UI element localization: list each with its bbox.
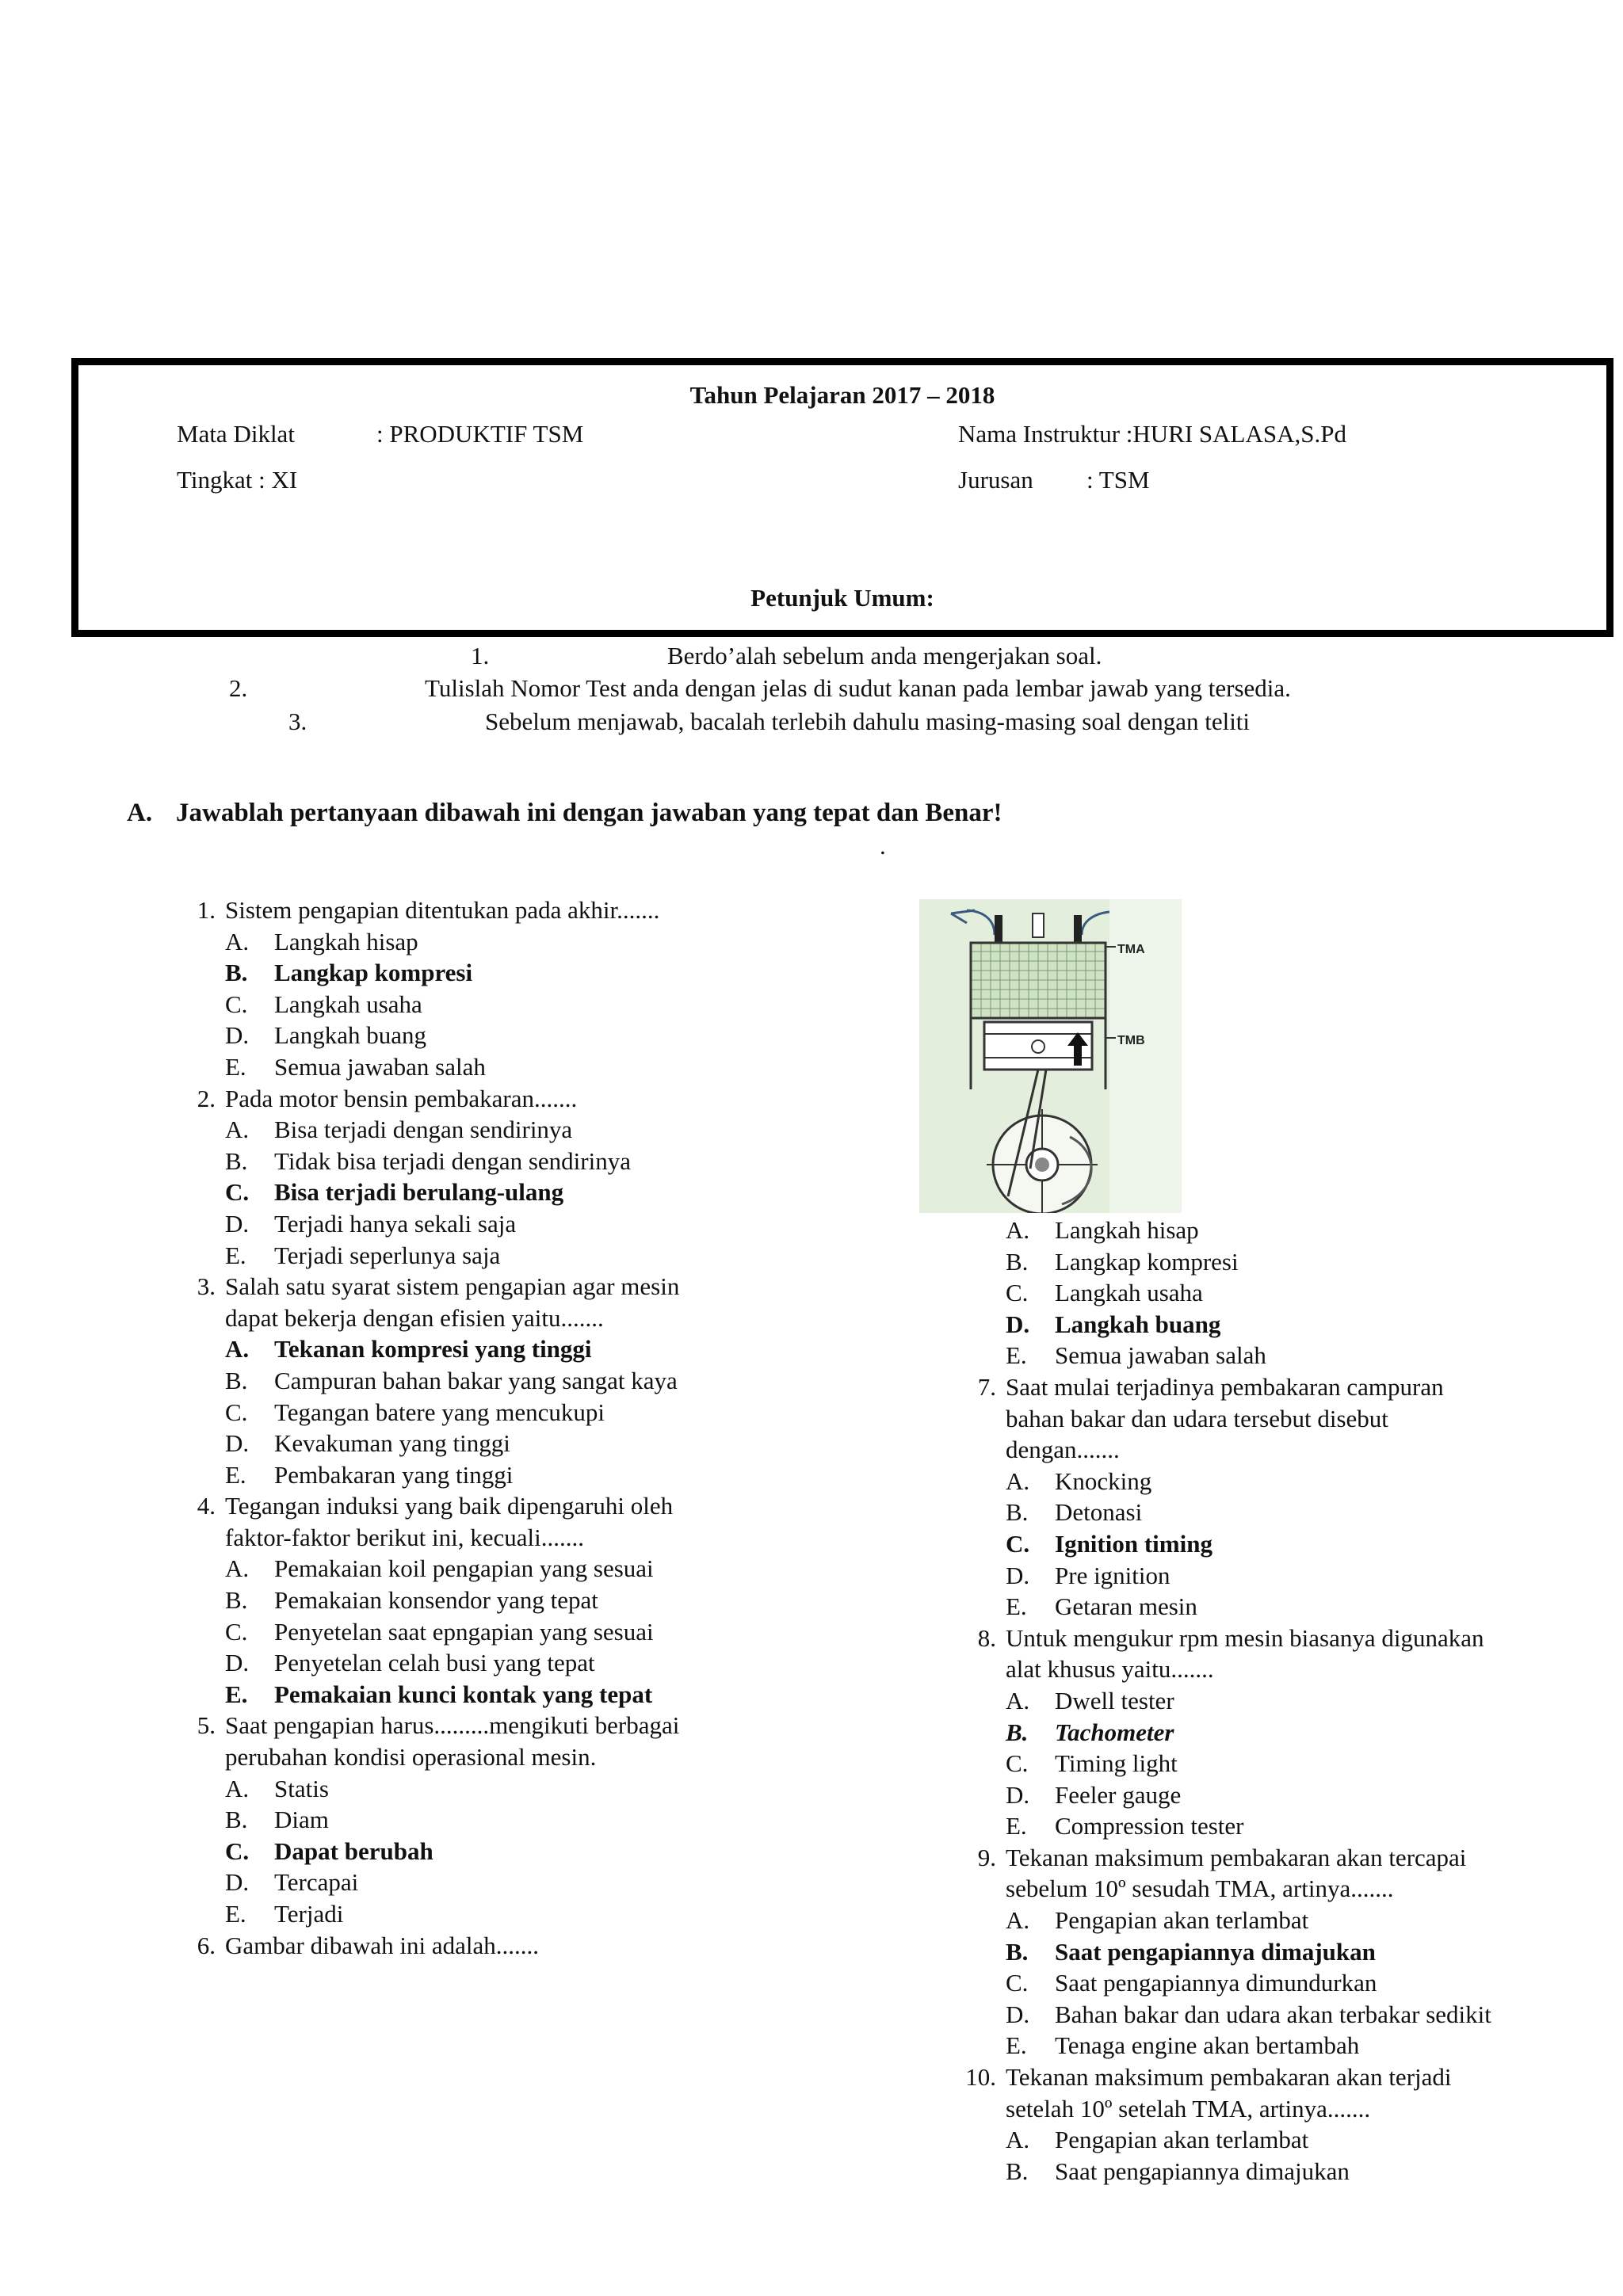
option-text: Bahan bakar dan udara akan terbakar sedikit: [1055, 2000, 1491, 2028]
answer-option: [957, 1591, 1591, 1623]
option-text: Dapat berubah: [274, 1836, 433, 1865]
question-continuation: [176, 1302, 889, 1334]
question-number: 6.: [197, 1931, 216, 1959]
question-continuation: [176, 1741, 889, 1773]
option-text: Knocking: [1055, 1466, 1152, 1495]
subject-label: Mata Diklat: [177, 420, 295, 448]
option-text: Getaran mesin: [1055, 1592, 1197, 1621]
option-letter: D.: [225, 1429, 250, 1458]
question-text-continued: perubahan kondisi operasional mesin.: [225, 1743, 597, 1772]
question-number: 3.: [197, 1272, 216, 1301]
option-letter: B.: [225, 1146, 248, 1175]
question-line: [176, 894, 889, 926]
right-question-column: [957, 1215, 1591, 2187]
major-label: Jurusan: [958, 466, 1033, 494]
question-number: 10.: [965, 2063, 996, 2092]
question-continuation: [957, 1403, 1591, 1435]
option-letter: D.: [225, 1649, 250, 1677]
section-heading: [127, 799, 1002, 828]
option-letter: C.: [225, 1617, 248, 1646]
exam-header-box: [71, 358, 1613, 637]
question-text: Tekanan maksimum pembakaran akan terjadi: [1006, 2063, 1452, 2092]
question-line: [176, 1271, 889, 1302]
question-text: Saat pengapian harus.........mengikuti berbagai: [225, 1711, 680, 1740]
option-text: Tercapai: [274, 1868, 359, 1897]
answer-option: [176, 1898, 889, 1930]
option-text: Pembakaran yang tinggi: [274, 1460, 514, 1489]
section-letter: A.: [127, 799, 153, 827]
option-text: Tidak bisa terjadi dengan sendirinya: [274, 1146, 631, 1175]
option-text: Langkah usaha: [274, 990, 422, 1018]
option-text: Compression tester: [1055, 1812, 1244, 1840]
option-letter: D.: [1006, 1561, 1030, 1589]
option-text: Langkah hisap: [1055, 1216, 1199, 1244]
option-text: Saat pengapiannya dimajukan: [1055, 1937, 1376, 1966]
option-letter: B.: [225, 1366, 248, 1394]
option-text: Penyetelan saat epngapian yang sesuai: [274, 1617, 654, 1646]
answer-option: [176, 1553, 889, 1585]
option-letter: A.: [225, 1554, 250, 1583]
answer-option: [957, 1685, 1591, 1717]
engine-stroke-figure: [919, 899, 1182, 1213]
answer-option: [176, 1647, 889, 1679]
answer-option: [957, 1967, 1591, 1999]
option-text: Terjadi hanya sekali saja: [274, 1209, 517, 1238]
option-letter: C.: [1006, 1529, 1030, 1558]
option-letter: D.: [225, 1209, 250, 1238]
question-continuation: [957, 1873, 1591, 1905]
option-text: Saat pengapiannya dimajukan: [1055, 2157, 1350, 2185]
answer-option: [176, 989, 889, 1020]
question-number: 7.: [977, 1372, 996, 1401]
answer-option: [957, 1466, 1591, 1497]
answer-option: [176, 1146, 889, 1177]
answer-option: [957, 1717, 1591, 1749]
option-text: Terjadi: [274, 1900, 344, 1928]
answer-option: [176, 1585, 889, 1616]
option-letter: B.: [225, 1806, 248, 1834]
question-continuation: [176, 1522, 889, 1554]
tma-label: TMA: [1117, 943, 1145, 956]
question-number: 4.: [197, 1492, 216, 1520]
option-text: Statis: [274, 1774, 329, 1802]
option-text: Semua jawaban salah: [274, 1052, 486, 1081]
option-text: Detonasi: [1055, 1498, 1143, 1527]
question-text: Untuk mengukur rpm mesin biasanya digunakan: [1006, 1623, 1484, 1652]
answer-option: [957, 1748, 1591, 1779]
option-letter: A.: [225, 1774, 250, 1802]
option-letter: E.: [1006, 1592, 1027, 1621]
option-letter: E.: [225, 1052, 246, 1081]
answer-option: [957, 2124, 1591, 2156]
option-letter: E.: [225, 1241, 246, 1269]
section-title: Jawablah pertanyaan dibawah ini dengan jawaban yang tepat dan Benar!: [176, 799, 1002, 827]
option-letter: A.: [1006, 1906, 1030, 1935]
question-number: 2.: [197, 1084, 216, 1112]
answer-option: [176, 1208, 889, 1240]
answer-option: [957, 1810, 1591, 1842]
answer-option: [176, 1616, 889, 1648]
option-text: Langkap kompresi: [1055, 1247, 1239, 1276]
instruction-number-1: 1.: [471, 642, 490, 669]
question-text: Salah satu syarat sistem pengapian agar mesin: [225, 1272, 680, 1301]
option-letter: C.: [225, 1398, 248, 1426]
option-letter: C.: [1006, 1969, 1029, 1997]
question-number: 9.: [977, 1843, 996, 1871]
instruction-text-2: Tulislah Nomor Test anda dengan jelas di sudut kanan pada lembar jawab yang tersedia.: [425, 674, 1291, 702]
option-letter: A.: [1006, 1216, 1030, 1244]
option-text: Pemakaian koil pengapian yang sesuai: [274, 1554, 654, 1583]
question-text: Tegangan induksi yang baik dipengaruhi oleh: [225, 1492, 674, 1520]
option-text: Langkap kompresi: [274, 959, 473, 987]
option-text: Ignition timing: [1055, 1529, 1212, 1558]
instructions-title: Petunjuk Umum:: [750, 584, 934, 612]
question-line: [957, 2061, 1591, 2093]
option-text: Semua jawaban salah: [1055, 1341, 1266, 1370]
option-letter: A.: [225, 1116, 250, 1144]
option-letter: A.: [1006, 1686, 1030, 1714]
instruction-number-3: 3.: [288, 707, 307, 735]
question-text-continued: setelah 10º setelah TMA, artinya.......: [1006, 2094, 1371, 2122]
option-letter: D.: [225, 1868, 250, 1897]
option-letter: E.: [1006, 1341, 1027, 1370]
option-letter: E.: [1006, 2031, 1027, 2060]
option-letter: C.: [225, 1178, 250, 1207]
answer-option: [176, 1020, 889, 1051]
answer-option: [957, 1246, 1591, 1278]
option-letter: E.: [1006, 1812, 1027, 1840]
question-text-continued: alat khusus yaitu.......: [1006, 1655, 1214, 1684]
option-text: Penyetelan celah busi yang tepat: [274, 1649, 595, 1677]
option-text: Tenaga engine akan bertambah: [1055, 2031, 1360, 2060]
question-text-continued: dapat bekerja dengan efisien yaitu.......: [225, 1303, 604, 1332]
option-letter: D.: [1006, 1780, 1030, 1809]
instruction-number-2: 2.: [229, 674, 248, 702]
answer-option: [176, 926, 889, 958]
question-line: [957, 1371, 1591, 1403]
option-letter: B.: [225, 1586, 248, 1615]
option-letter: B.: [225, 959, 248, 987]
option-text: Terjadi seperlunya saja: [274, 1241, 501, 1269]
grade-level: Tingkat : XI: [177, 466, 298, 494]
answer-option: [176, 1365, 889, 1397]
question-number: 8.: [977, 1623, 996, 1652]
question-line: [957, 1623, 1591, 1654]
option-text: Saat pengapiannya dimundurkan: [1055, 1969, 1377, 1997]
section-dot: .: [880, 832, 886, 860]
option-text: Kevakuman yang tinggi: [274, 1429, 510, 1458]
answer-option: [957, 1560, 1591, 1592]
answer-option: [957, 1528, 1591, 1560]
answer-option: [176, 1114, 889, 1146]
question-continuation: [957, 1434, 1591, 1466]
answer-option: [176, 1397, 889, 1428]
answer-option: [176, 1836, 889, 1867]
answer-option: [176, 1240, 889, 1272]
option-letter: A.: [225, 1335, 250, 1363]
option-letter: E.: [225, 1460, 246, 1489]
option-letter: B.: [1006, 1937, 1029, 1966]
option-text: Langkah buang: [1055, 1310, 1221, 1338]
engine-diagram-icon: [919, 899, 1182, 1213]
answer-option: [957, 1215, 1591, 1246]
option-text: Langkah usaha: [1055, 1279, 1203, 1307]
school-year: Tahun Pelajaran 2017 – 2018: [689, 381, 995, 409]
answer-option: [957, 2156, 1591, 2187]
option-letter: B.: [1006, 1718, 1029, 1746]
option-letter: D.: [225, 1021, 250, 1050]
question-continuation: [957, 1653, 1591, 1685]
answer-option: [176, 1051, 889, 1083]
option-letter: C.: [1006, 1279, 1029, 1307]
question-line: [176, 1710, 889, 1741]
answer-option: [957, 1277, 1591, 1309]
question-line: [176, 1083, 889, 1115]
major-value: : TSM: [1086, 466, 1150, 494]
option-letter: C.: [225, 1836, 250, 1865]
answer-option: [176, 1867, 889, 1898]
answer-option: [957, 1779, 1591, 1811]
option-text: Tegangan batere yang mencukupi: [274, 1398, 605, 1426]
option-text: Tachometer: [1055, 1718, 1174, 1746]
instruction-text-1: Berdo’alah sebelum anda mengerjakan soal.: [667, 642, 1102, 669]
option-letter: E.: [225, 1680, 248, 1708]
subject-value: : PRODUKTIF TSM: [376, 420, 584, 448]
answer-option: [957, 1340, 1591, 1371]
option-text: Tekanan kompresi yang tinggi: [274, 1335, 592, 1363]
question-text-continued: faktor-faktor berikut ini, kecuali.......: [225, 1523, 585, 1551]
tmb-label: TMB: [1117, 1034, 1145, 1047]
option-text: Bisa terjadi berulang-ulang: [274, 1178, 564, 1207]
answer-option: [957, 1309, 1591, 1341]
question-number: 1.: [197, 896, 216, 924]
option-text: Pemakaian konsendor yang tepat: [274, 1586, 598, 1615]
instructor-name: Nama Instruktur :HURI SALASA,S.Pd: [958, 420, 1346, 448]
question-continuation: [957, 2093, 1591, 2125]
question-text-continued: sebelum 10º sesudah TMA, artinya.......: [1006, 1875, 1394, 1903]
option-letter: B.: [1006, 1247, 1029, 1276]
option-text: Langkah hisap: [274, 927, 418, 955]
question-text-continued: dengan.......: [1006, 1436, 1120, 1464]
option-text: Feeler gauge: [1055, 1780, 1182, 1809]
option-text: Campuran bahan bakar yang sangat kaya: [274, 1366, 678, 1394]
answer-option: [176, 1428, 889, 1459]
option-text: Langkah buang: [274, 1021, 426, 1050]
answer-option: [957, 2030, 1591, 2061]
question-number: 5.: [197, 1711, 216, 1740]
answer-option: [957, 1936, 1591, 1968]
question-line: [176, 1930, 889, 1962]
answer-option: [957, 1497, 1591, 1528]
option-letter: D.: [1006, 1310, 1030, 1338]
option-letter: A.: [225, 927, 250, 955]
option-text: Diam: [274, 1806, 329, 1834]
option-letter: D.: [1006, 2000, 1030, 2028]
answer-option: [176, 1177, 889, 1208]
option-text: Dwell tester: [1055, 1686, 1174, 1714]
question-line: [176, 1490, 889, 1522]
instruction-text-3: Sebelum menjawab, bacalah terlebih dahulu masing-masing soal dengan teliti: [485, 707, 1251, 735]
option-letter: A.: [1006, 1466, 1030, 1495]
answer-option: [176, 1679, 889, 1711]
answer-option: [957, 1905, 1591, 1936]
option-letter: C.: [225, 990, 248, 1018]
option-text: Pengapian akan terlambat: [1055, 1906, 1309, 1935]
answer-option: [176, 957, 889, 989]
answer-option: [957, 1999, 1591, 2031]
option-letter: C.: [1006, 1749, 1029, 1778]
question-text: Tekanan maksimum pembakaran akan tercapai: [1006, 1843, 1467, 1871]
option-text: Pre ignition: [1055, 1561, 1170, 1589]
option-letter: B.: [1006, 1498, 1029, 1527]
question-text-continued: bahan bakar dan udara tersebut disebut: [1006, 1404, 1388, 1432]
question-text: Gambar dibawah ini adalah.......: [225, 1931, 539, 1959]
option-text: Timing light: [1055, 1749, 1178, 1778]
question-text: Saat mulai terjadinya pembakaran campuran: [1006, 1372, 1444, 1401]
answer-option: [176, 1459, 889, 1491]
option-letter: B.: [1006, 2157, 1029, 2185]
option-letter: A.: [1006, 2126, 1030, 2154]
question-text: Pada motor bensin pembakaran.......: [225, 1084, 578, 1112]
option-letter: E.: [225, 1900, 246, 1928]
option-text: Pengapian akan terlambat: [1055, 2126, 1309, 2154]
answer-option: [176, 1333, 889, 1365]
question-text: Sistem pengapian ditentukan pada akhir.......: [225, 896, 660, 924]
option-text: Bisa terjadi dengan sendirinya: [274, 1116, 573, 1144]
answer-option: [176, 1773, 889, 1805]
option-text: Pemakaian kunci kontak yang tepat: [274, 1680, 653, 1708]
question-line: [957, 1842, 1591, 1874]
answer-option: [176, 1804, 889, 1836]
left-question-column: [176, 894, 889, 1961]
